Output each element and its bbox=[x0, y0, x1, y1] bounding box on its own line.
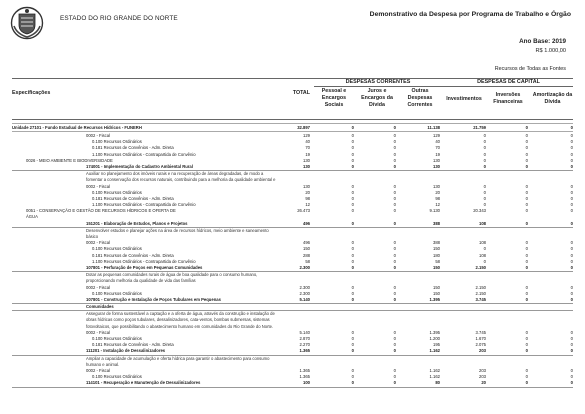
cell-total: 2.870 bbox=[299, 336, 310, 341]
cell-juros: 0 bbox=[393, 163, 396, 169]
col-investimentos: Investimentos bbox=[446, 96, 482, 102]
cell-amortizacao: 0 bbox=[570, 202, 573, 208]
cell-outras: 1.162 bbox=[429, 348, 440, 354]
row-label: 0.100 Recursos Ordinários bbox=[92, 139, 142, 145]
cell-juros: 0 bbox=[393, 195, 396, 201]
cell-pessoal: 0 bbox=[351, 374, 354, 380]
cell-total: 130 bbox=[303, 157, 310, 163]
row-label: 174001 - Implementação do Cadastro Ambiental Rural bbox=[86, 163, 193, 169]
cell-total: 130 bbox=[303, 183, 310, 189]
cell-pessoal: 0 bbox=[351, 296, 354, 302]
group-capital: DESPESAS DE CAPITAL bbox=[477, 79, 540, 85]
cell-juros: 0 bbox=[393, 189, 396, 195]
cell-amortizacao: 0 bbox=[570, 139, 573, 145]
cell-investimentos: 2.150 bbox=[475, 290, 486, 296]
cell-outras: 150 bbox=[433, 284, 440, 290]
cell-investimentos: 1.670 bbox=[475, 336, 486, 341]
row-label: 0.100 Recursos Ordinários bbox=[92, 189, 142, 195]
cell-total: 5.140 bbox=[299, 329, 310, 335]
cell-juros: 0 bbox=[393, 240, 396, 246]
cell-outras: 1.162 bbox=[429, 367, 440, 373]
cell-juros: 0 bbox=[393, 342, 396, 348]
cell-inversoes: 0 bbox=[525, 189, 528, 195]
cell-outras: 195 bbox=[433, 342, 440, 348]
header-bottom-rule bbox=[12, 119, 573, 120]
row-label: Unidade 27101 - Fundo Estadual de Recursos Hídricos - FUNERH bbox=[12, 125, 142, 130]
cell-outras: 12 bbox=[435, 202, 440, 208]
cell-outras: 58 bbox=[435, 258, 440, 264]
cell-investimentos: 203 bbox=[479, 367, 486, 373]
state-name: ESTADO DO RIO GRANDE DO NORTE bbox=[60, 15, 178, 22]
row-label: 114101 - Recuperação e Manutenção de Dessalinizadores bbox=[86, 380, 201, 386]
cell-juros: 0 bbox=[393, 374, 396, 380]
cell-inversoes: 0 bbox=[525, 133, 528, 138]
row-label: Ampliar a capacidade de acumulação e oferta hídrica para garantir o abastecimento para consumo bbox=[86, 355, 270, 361]
row-label: ÁGUA bbox=[26, 214, 38, 220]
cell-juros: 0 bbox=[393, 220, 396, 226]
cell-inversoes: 0 bbox=[525, 264, 528, 270]
table-row bbox=[12, 297, 573, 304]
cell-total: 2.300 bbox=[299, 290, 310, 296]
cell-total: 1.365 bbox=[299, 348, 310, 354]
table-row bbox=[12, 380, 573, 387]
row-label: obras hídricas como poços tubulares, dessalinizadores, cata-ventos, bombas submersas, sistemas bbox=[86, 317, 270, 323]
cell-pessoal: 0 bbox=[351, 133, 354, 138]
cell-amortizacao: 0 bbox=[570, 374, 573, 380]
cell-total: 288 bbox=[303, 252, 310, 258]
cell-amortizacao: 0 bbox=[570, 125, 573, 130]
cell-investimentos: 0 bbox=[483, 258, 486, 264]
cell-outras: 70 bbox=[435, 145, 440, 151]
cell-inversoes: 0 bbox=[525, 284, 528, 290]
cell-outras: 130 bbox=[433, 163, 440, 169]
group-correntes: DESPESAS CORRENTES bbox=[345, 79, 411, 85]
cell-total: 19 bbox=[305, 151, 310, 157]
cell-inversoes: 0 bbox=[525, 380, 528, 386]
cell-pessoal: 0 bbox=[351, 220, 354, 226]
table-row bbox=[12, 348, 573, 355]
cell-outras: 1.395 bbox=[429, 329, 440, 335]
cell-investimentos: 0 bbox=[483, 183, 486, 189]
cell-juros: 0 bbox=[393, 145, 396, 151]
cell-inversoes: 0 bbox=[525, 348, 528, 354]
cell-pessoal: 0 bbox=[351, 208, 354, 214]
row-label: fomentar a conservação dos recursos naturais, contribuindo para a melhoria da qualidade ambiental e bbox=[86, 177, 276, 183]
cell-investimentos: 2.075 bbox=[475, 342, 486, 348]
cell-pessoal: 0 bbox=[351, 258, 354, 264]
row-label: 0.100 Recursos Ordinários bbox=[92, 374, 142, 380]
cell-juros: 0 bbox=[393, 290, 396, 296]
cell-outras: 388 bbox=[433, 240, 440, 246]
row-label: 107801 - Construção e Instalação de Poços Tubulares em Pequenas bbox=[86, 296, 221, 302]
cell-total: 496 bbox=[303, 220, 310, 226]
cell-inversoes: 0 bbox=[525, 202, 528, 208]
row-label: 151201 - Elaboração de Estudos, Planos e Projetos bbox=[86, 220, 188, 226]
cell-total: 32.897 bbox=[297, 125, 310, 130]
cell-inversoes: 0 bbox=[525, 258, 528, 264]
cell-juros: 0 bbox=[393, 367, 396, 373]
cell-juros: 0 bbox=[393, 336, 396, 341]
cell-amortizacao: 0 bbox=[570, 240, 573, 246]
cell-inversoes: 0 bbox=[525, 220, 528, 226]
cell-total: 496 bbox=[303, 240, 310, 246]
cell-total: 58 bbox=[305, 258, 310, 264]
cell-total: 20 bbox=[305, 189, 310, 195]
cell-amortizacao: 0 bbox=[570, 296, 573, 302]
cell-pessoal: 0 bbox=[351, 183, 354, 189]
cell-amortizacao: 0 bbox=[570, 348, 573, 354]
cell-total: 150 bbox=[303, 246, 310, 252]
cell-amortizacao: 0 bbox=[570, 342, 573, 348]
cell-outras: 180 bbox=[433, 252, 440, 258]
row-label: humano e animal. bbox=[86, 361, 120, 367]
cell-amortizacao: 0 bbox=[570, 380, 573, 386]
cell-amortizacao: 0 bbox=[570, 189, 573, 195]
cell-amortizacao: 0 bbox=[570, 208, 573, 214]
row-label: 0002 - Fiscal bbox=[86, 284, 110, 290]
table-row bbox=[12, 164, 573, 171]
row-label: 0.100 Recursos Ordinários bbox=[92, 246, 142, 252]
row-label: 0.100 Recursos Ordinários bbox=[92, 336, 142, 341]
cell-inversoes: 0 bbox=[525, 151, 528, 157]
cell-inversoes: 0 bbox=[525, 246, 528, 252]
cell-outras: 1.395 bbox=[429, 296, 440, 302]
cell-outras: 150 bbox=[433, 264, 440, 270]
cell-inversoes: 0 bbox=[525, 329, 528, 335]
cell-juros: 0 bbox=[393, 202, 396, 208]
cell-investimentos: 0 bbox=[483, 202, 486, 208]
cell-inversoes: 0 bbox=[525, 342, 528, 348]
row-label: 107801 - Perfuração de Poços em Pequenas Comunidades bbox=[86, 264, 203, 270]
cell-amortizacao: 0 bbox=[570, 183, 573, 189]
cell-total: 40 bbox=[305, 139, 310, 145]
cell-juros: 0 bbox=[393, 380, 396, 386]
cell-investimentos: 20 bbox=[481, 380, 486, 386]
cell-outras: 1.200 bbox=[429, 336, 440, 341]
cell-investimentos: 0 bbox=[483, 195, 486, 201]
cell-amortizacao: 0 bbox=[570, 195, 573, 201]
row-label: 1.100 Recursos Ordinários - Contrapartida de Convênio bbox=[92, 258, 196, 264]
cell-total: 1.365 bbox=[299, 374, 310, 380]
cell-total: 5.140 bbox=[299, 296, 310, 302]
cell-juros: 0 bbox=[393, 157, 396, 163]
cell-amortizacao: 0 bbox=[570, 246, 573, 252]
cell-amortizacao: 0 bbox=[570, 284, 573, 290]
row-label: 0.181 Recursos de Convênios - Adm. Direta bbox=[92, 252, 174, 258]
cell-outras: 80 bbox=[435, 380, 440, 386]
cell-total: 70 bbox=[305, 145, 310, 151]
row-label: Dotar as pequenas comunidades rurais de água de boa qualidade para o consumo humano, bbox=[86, 272, 258, 278]
cell-pessoal: 0 bbox=[351, 246, 354, 252]
cell-investimentos: 20.343 bbox=[473, 208, 486, 214]
cell-pessoal: 0 bbox=[351, 189, 354, 195]
cell-pessoal: 0 bbox=[351, 284, 354, 290]
cell-juros: 0 bbox=[393, 348, 396, 354]
cell-pessoal: 0 bbox=[351, 125, 354, 130]
cell-amortizacao: 0 bbox=[570, 220, 573, 226]
cell-total: 1.365 bbox=[299, 367, 310, 373]
cell-investimentos: 108 bbox=[479, 220, 486, 226]
cell-investimentos: 203 bbox=[479, 374, 486, 380]
cell-outras: 11.138 bbox=[427, 125, 440, 130]
cell-inversoes: 0 bbox=[525, 208, 528, 214]
cell-juros: 0 bbox=[393, 246, 396, 252]
cell-juros: 0 bbox=[393, 264, 396, 270]
cell-inversoes: 0 bbox=[525, 367, 528, 373]
cell-amortizacao: 0 bbox=[570, 264, 573, 270]
cell-investimentos: 0 bbox=[483, 157, 486, 163]
cell-investimentos: 0 bbox=[483, 139, 486, 145]
cell-amortizacao: 0 bbox=[570, 258, 573, 264]
cell-amortizacao: 0 bbox=[570, 157, 573, 163]
cell-pessoal: 0 bbox=[351, 139, 354, 145]
cell-juros: 0 bbox=[393, 151, 396, 157]
row-label: 0002 - Fiscal bbox=[86, 183, 110, 189]
cell-juros: 0 bbox=[393, 133, 396, 138]
col-outras: Outras Despesas Correntes bbox=[407, 88, 433, 108]
cell-total: 2.300 bbox=[299, 284, 310, 290]
cell-amortizacao: 0 bbox=[570, 145, 573, 151]
row-label: Comunidades bbox=[86, 304, 114, 310]
cell-inversoes: 0 bbox=[525, 163, 528, 169]
cell-investimentos: 3.745 bbox=[475, 296, 486, 302]
cell-total: 98 bbox=[305, 195, 310, 201]
cell-pessoal: 0 bbox=[351, 367, 354, 373]
cell-outras: 388 bbox=[433, 220, 440, 226]
cell-outras: 9.130 bbox=[429, 208, 440, 214]
row-label: 0002 - Fiscal bbox=[86, 240, 110, 246]
cell-outras: 129 bbox=[433, 133, 440, 138]
row-label: proporcionando melhoria da qualidade de vida das famílias bbox=[86, 278, 196, 284]
cell-inversoes: 0 bbox=[525, 125, 528, 130]
row-label: 111201 - Instalação de Dessalinizadores bbox=[86, 348, 166, 354]
cell-inversoes: 0 bbox=[525, 336, 528, 341]
cell-pessoal: 0 bbox=[351, 264, 354, 270]
row-label: Assegurar de forma sustentável a captação e a oferta de água, através da construção e instalação de bbox=[86, 311, 275, 317]
row-label: 0.181 Recursos de Convênios - Adm. Direta bbox=[92, 342, 174, 348]
row-label: Desenvolver estudos e planejar ações na área de recursos hídricos, meio ambiente e saneamento bbox=[86, 227, 269, 233]
cell-investimentos: 21.759 bbox=[473, 125, 486, 130]
row-label: 0002 - Fiscal bbox=[86, 329, 110, 335]
cell-inversoes: 0 bbox=[525, 139, 528, 145]
cell-total: 2.270 bbox=[299, 342, 310, 348]
col-amortizacao: Amortização da Dívida bbox=[532, 92, 573, 105]
table-row bbox=[12, 221, 573, 228]
cell-outras: 40 bbox=[435, 139, 440, 145]
cell-total: 129 bbox=[303, 133, 310, 138]
budget-table-body bbox=[12, 123, 573, 388]
cell-investimentos: 2.150 bbox=[475, 264, 486, 270]
row-label: 1.100 Recursos Ordinários - Contrapartida de Convênio bbox=[92, 151, 196, 157]
cell-pessoal: 0 bbox=[351, 195, 354, 201]
cell-pessoal: 0 bbox=[351, 252, 354, 258]
cell-pessoal: 0 bbox=[351, 329, 354, 335]
cell-total: 26.473 bbox=[297, 208, 310, 214]
row-label: 0002 - Fiscal bbox=[86, 133, 110, 138]
cell-inversoes: 0 bbox=[525, 252, 528, 258]
row-label: 0.181 Recursos de Convênios - Adm. Direta bbox=[92, 195, 174, 201]
cell-juros: 0 bbox=[393, 329, 396, 335]
cell-outras: 130 bbox=[433, 183, 440, 189]
row-label: 0026 - MEIO AMBIENTE E BIODIVERSIDADE bbox=[26, 157, 113, 163]
cell-juros: 0 bbox=[393, 183, 396, 189]
cell-juros: 0 bbox=[393, 252, 396, 258]
cell-investimentos: 0 bbox=[483, 133, 486, 138]
cell-inversoes: 0 bbox=[525, 157, 528, 163]
cell-juros: 0 bbox=[393, 139, 396, 145]
cell-amortizacao: 0 bbox=[570, 290, 573, 296]
cell-inversoes: 0 bbox=[525, 296, 528, 302]
cell-investimentos: 108 bbox=[479, 240, 486, 246]
cell-pessoal: 0 bbox=[351, 342, 354, 348]
col-juros: Juros e Encargos da Dívida bbox=[361, 88, 393, 108]
cell-amortizacao: 0 bbox=[570, 336, 573, 341]
row-label: Auxiliar no planejamento dos imóveis rurais e na recuperação de áreas degradadas, de modo a bbox=[86, 171, 264, 177]
cell-pessoal: 0 bbox=[351, 380, 354, 386]
cell-amortizacao: 0 bbox=[570, 367, 573, 373]
cell-amortizacao: 0 bbox=[570, 329, 573, 335]
cell-pessoal: 0 bbox=[351, 336, 354, 341]
cell-outras: 20 bbox=[435, 189, 440, 195]
cell-outras: 150 bbox=[433, 290, 440, 296]
state-coat-of-arms-icon bbox=[10, 6, 44, 40]
cell-investimentos: 108 bbox=[479, 252, 486, 258]
cell-inversoes: 0 bbox=[525, 374, 528, 380]
cell-investimentos: 0 bbox=[483, 163, 486, 169]
table-row bbox=[12, 304, 573, 311]
cell-inversoes: 0 bbox=[525, 145, 528, 151]
col-pessoal: Pessoal e Encargos Sociais bbox=[321, 88, 347, 108]
cell-inversoes: 0 bbox=[525, 240, 528, 246]
cell-pessoal: 0 bbox=[351, 240, 354, 246]
cell-outras: 98 bbox=[435, 195, 440, 201]
table-row bbox=[12, 265, 573, 272]
cell-outras: 150 bbox=[433, 246, 440, 252]
cell-amortizacao: 0 bbox=[570, 252, 573, 258]
cell-investimentos: 3.745 bbox=[475, 329, 486, 335]
col-inversoes: Inversões Financeiras bbox=[493, 92, 523, 105]
cell-pessoal: 0 bbox=[351, 202, 354, 208]
cell-total: 2.300 bbox=[299, 264, 310, 270]
cell-pessoal: 0 bbox=[351, 348, 354, 354]
col-especificacoes: Especificações bbox=[12, 90, 51, 96]
cell-pessoal: 0 bbox=[351, 163, 354, 169]
row-label: fotovoltaicos, que possibilitando o abastecimento humano em comunidades do Rio Grande do Norte. bbox=[86, 323, 274, 329]
report-title: Demonstrativo da Despesa por Programa de Trabalho e Órgão bbox=[369, 11, 571, 18]
cell-investimentos: 0 bbox=[483, 189, 486, 195]
cell-juros: 0 bbox=[393, 296, 396, 302]
cell-outras: 1.162 bbox=[429, 374, 440, 380]
group-rule bbox=[314, 86, 573, 87]
cell-juros: 0 bbox=[393, 125, 396, 130]
cell-investimentos: 0 bbox=[483, 145, 486, 151]
cell-total: 100 bbox=[303, 380, 310, 386]
table-header bbox=[12, 78, 573, 120]
row-label: 0002 - Fiscal bbox=[86, 367, 110, 373]
cell-pessoal: 0 bbox=[351, 151, 354, 157]
cell-total: 12 bbox=[305, 202, 310, 208]
row-label: básico bbox=[86, 234, 99, 239]
cell-pessoal: 0 bbox=[351, 157, 354, 163]
year-label: Ano Base: 2019 bbox=[519, 38, 566, 45]
cell-investimentos: 2.150 bbox=[475, 284, 486, 290]
cell-outras: 130 bbox=[433, 157, 440, 163]
cell-inversoes: 0 bbox=[525, 290, 528, 296]
table-row bbox=[12, 123, 573, 132]
row-label: 0051 - CONSERVAÇÃO E GESTÃO DE RECURSOS HÍDRICOS E OFERTA DE bbox=[26, 208, 176, 214]
cell-investimentos: 203 bbox=[479, 348, 486, 354]
cell-pessoal: 0 bbox=[351, 145, 354, 151]
cell-juros: 0 bbox=[393, 258, 396, 264]
row-label: 0.100 Recursos Ordinários bbox=[92, 290, 142, 296]
row-label: 0.181 Recursos de Convênios - Adm. Direta bbox=[92, 145, 174, 151]
row-label: 1.100 Recursos Ordinários - Contrapartida de Convênio bbox=[92, 202, 196, 208]
cell-juros: 0 bbox=[393, 284, 396, 290]
cell-amortizacao: 0 bbox=[570, 163, 573, 169]
cell-pessoal: 0 bbox=[351, 290, 354, 296]
cell-juros: 0 bbox=[393, 208, 396, 214]
cell-amortizacao: 0 bbox=[570, 151, 573, 157]
cell-inversoes: 0 bbox=[525, 183, 528, 189]
cell-investimentos: 0 bbox=[483, 246, 486, 252]
col-total: TOTAL bbox=[292, 90, 310, 96]
cell-total: 130 bbox=[303, 163, 310, 169]
cell-inversoes: 0 bbox=[525, 195, 528, 201]
cell-outras: 19 bbox=[435, 151, 440, 157]
currency-label: R$ 1.000,00 bbox=[535, 48, 566, 54]
sources-label: Recursos de Todas as Fontes bbox=[494, 66, 566, 72]
cell-amortizacao: 0 bbox=[570, 133, 573, 138]
cell-investimentos: 0 bbox=[483, 151, 486, 157]
